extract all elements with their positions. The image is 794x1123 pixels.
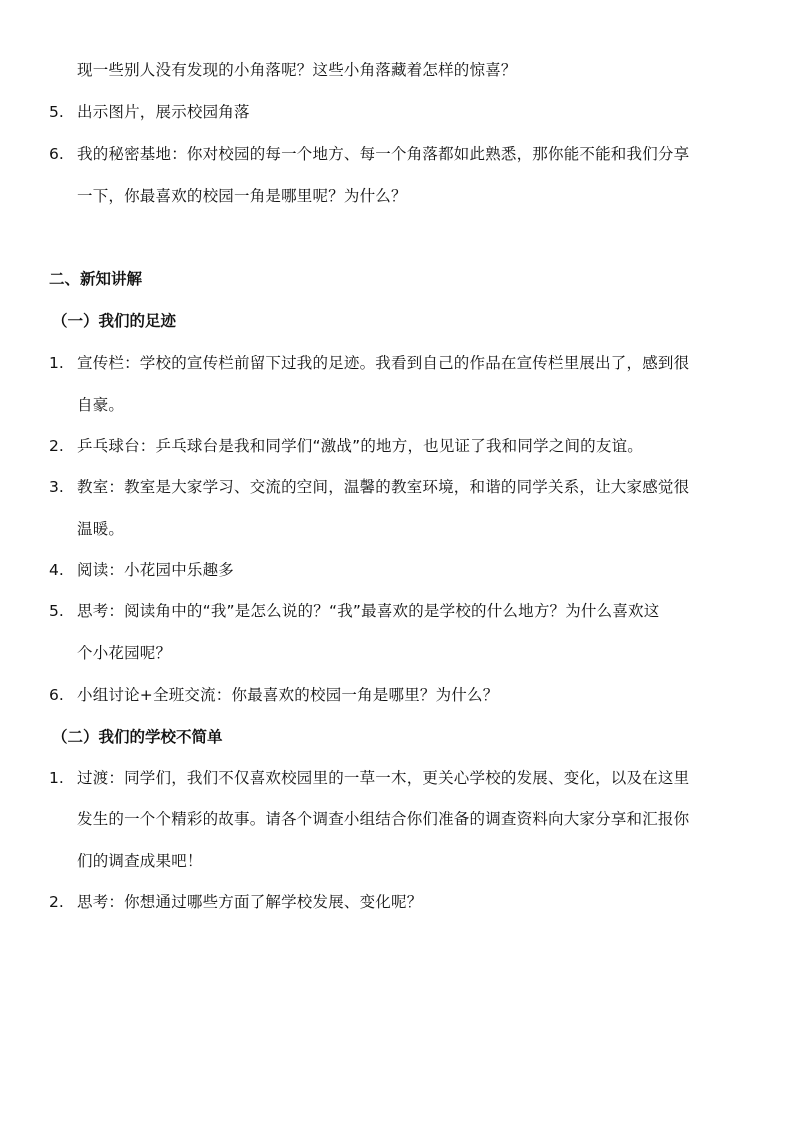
subsection-title: （二）我们的学校不简单 xyxy=(52,728,223,746)
list-item-text: 过渡：同学们，我们不仅喜欢校园里的一草一木，更关心学校的发展、变化，以及在这里 xyxy=(77,769,690,787)
list-item-text: 思考：你想通过哪些方面了解学校发展、变化呢？ xyxy=(77,893,423,911)
list-item-text: 自豪。 xyxy=(77,396,125,414)
list-number: 6. xyxy=(49,145,64,163)
list-number: 6. xyxy=(49,686,64,704)
list-number: 4. xyxy=(49,561,64,579)
list-number: 5. xyxy=(49,602,64,620)
section-title: 二、新知讲解 xyxy=(49,270,143,288)
list-number: 2. xyxy=(49,893,64,911)
list-number: 1. xyxy=(49,354,64,372)
list-item-text: 乒乓球台：乒乓球台是我和同学们“激战”的地方，也见证了我和同学之间的友谊。 xyxy=(77,437,643,455)
list-item-text: 发生的一个个精彩的故事。请各个调查小组结合你们准备的调查资料向大家分享和汇报你 xyxy=(77,810,690,828)
subsection-title: （一）我们的足迹 xyxy=(52,312,177,330)
intro-continuation-line: 现一些别人没有发现的小角落呢？这些小角落藏着怎样的惊喜？ xyxy=(77,61,517,79)
list-item-text: 们的调查成果吧！ xyxy=(77,852,203,870)
list-item-text: 思考：阅读角中的“我”是怎么说的？“我”最喜欢的是学校的什么地方？为什么喜欢这 xyxy=(77,602,660,620)
list-item-text: 阅读：小花园中乐趣多 xyxy=(77,561,235,579)
list-item-text: 温暖。 xyxy=(77,520,125,538)
list-item-text: 教室：教室是大家学习、交流的空间，温馨的教室环境，和谐的同学关系，让大家感觉很 xyxy=(77,478,690,496)
list-item-text: 个小花园呢？ xyxy=(77,644,172,662)
list-item-text: 宣传栏：学校的宣传栏前留下过我的足迹。我看到自己的作品在宣传栏里展出了，感到很 xyxy=(77,354,690,372)
list-number: 1. xyxy=(49,769,64,787)
list-item-text: 一下，你最喜欢的校园一角是哪里呢？为什么？ xyxy=(77,187,407,205)
list-item-text: 小组讨论+全班交流：你最喜欢的校园一角是哪里？为什么？ xyxy=(77,686,499,704)
list-item-text: 我的秘密基地：你对校园的每一个地方、每一个角落都如此熟悉，那你能不能和我们分享 xyxy=(77,145,690,163)
list-item-text: 出示图片，展示校园角落 xyxy=(77,103,250,121)
list-number: 2. xyxy=(49,437,64,455)
list-number: 5. xyxy=(49,103,64,121)
list-number: 3. xyxy=(49,478,64,496)
